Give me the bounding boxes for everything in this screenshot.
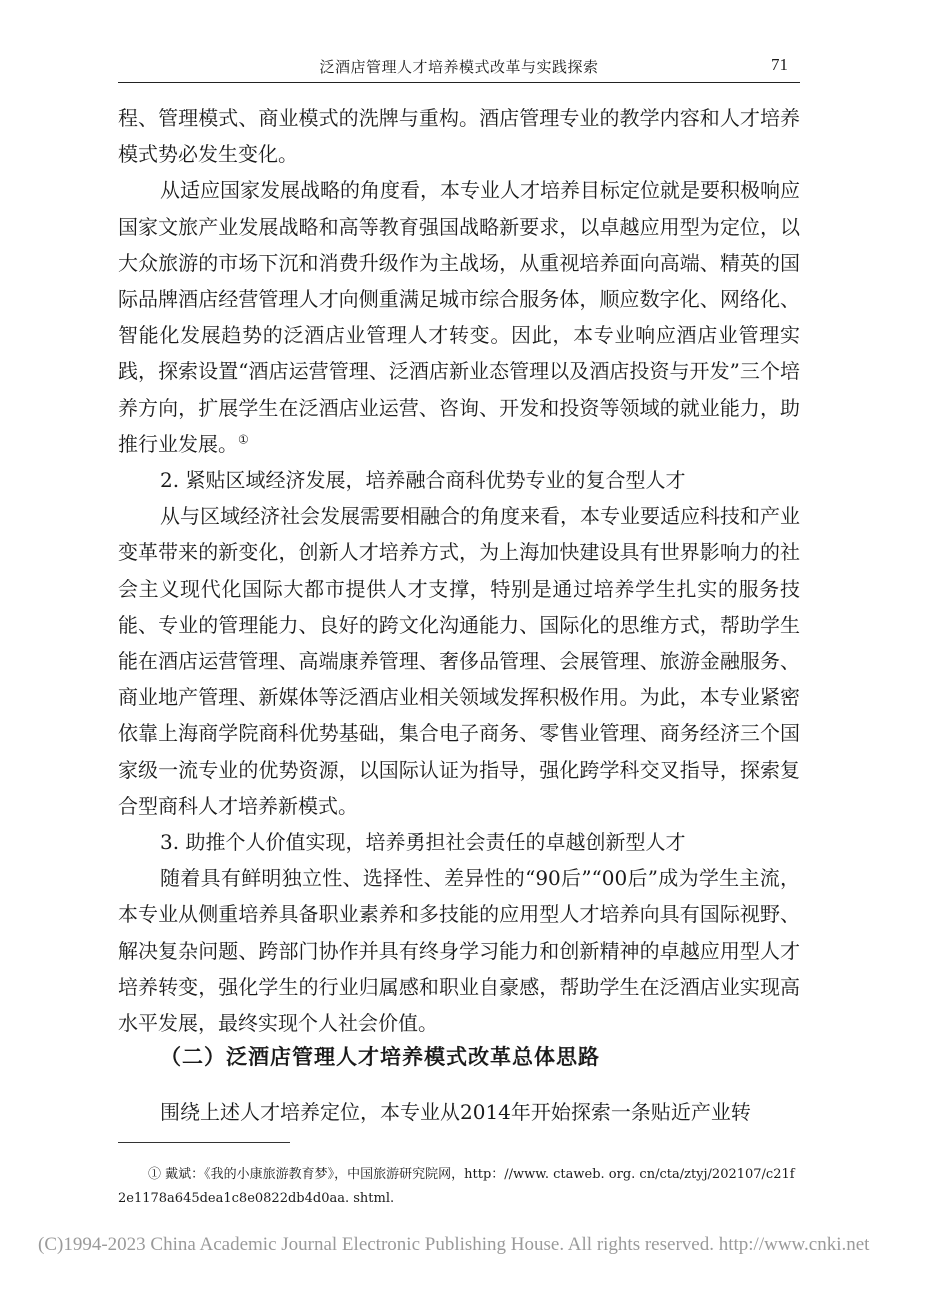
footnote-rule	[118, 1142, 290, 1143]
footnote: ① 戴斌：《我的小康旅游教育梦》，中国旅游研究院网，http：//www. ctaweb. org. cn/cta/ztyj/202107/c21f2e1178a645dea1c8e0822db4d0aa. shtml.	[118, 1167, 795, 1206]
main-text	[118, 100, 800, 1041]
paragraph-2-text: 从适应国家发展战略的角度看，本专业人才培养目标定位就是要积极响应国家文旅产业发展战略和高等教育强国战略新要求，以卓越应用型为定位，以大众旅游的市场下沉和消费升级作为主战场，从重视培养面向高端、精英的国际品牌酒店经营管理人才向侧重满足城市综合服务体，顺应数字化、网络化、智能化发展趋势的泛酒店业管理人才转变。因此，本专业响应酒店业管理实践，探索设置“酒店运营管理、泛酒店新业态管理以及酒店投资与开发”三个培养方向，扩展学生在泛酒店业运营、咨询、开发和投资等领域的就业能力，助推行业发展。	[118, 178, 800, 456]
copyright-watermark: (C)1994-2023 China Academic Journal Electronic Publishing House. All rights reserved. http://www.cnki.net	[38, 1234, 870, 1255]
subheading-2: 2. 紧贴区域经济发展，培养融合商科优势专业的复合型人才	[160, 468, 686, 493]
paragraph-5: 围绕上述人才培养定位，本专业从2014年开始探索一条贴近产业转	[160, 1100, 751, 1124]
continuation	[118, 1094, 800, 1130]
running-title: 泛酒店管理人才培养模式改革与实践探索	[319, 58, 599, 76]
paragraph-2	[118, 172, 800, 462]
subheading-3: 3. 助推个人价值实现，培养勇担社会责任的卓越创新型人才	[160, 830, 686, 855]
footnote-reference[interactable]: ①	[238, 432, 249, 447]
running-header	[118, 52, 800, 83]
paragraph-1: 程、管理模式、商业模式的洗牌与重构。酒店管理专业的教学内容和人才培养模式势必发生变化。	[118, 106, 800, 167]
paragraph-4: 随着具有鲜明独立性、选择性、差异性的“90后”“00后”成为学生主流，本专业从侧重培养具备职业素养和多技能的应用型人才培养向具有国际视野、解决复杂问题、跨部门协作并具有终身学习能力和创新精神的卓越应用型人才培养转变，强化学生的行业归属感和职业自豪感，帮助学生在泛酒店业实现高水平发展，最终实现个人社会价值。	[118, 866, 800, 1036]
section-heading: （二）泛酒店管理人才培养模式改革总体思路	[160, 1045, 600, 1069]
paragraph-3: 从与区域经济社会发展需要相融合的角度来看，本专业要适应科技和产业变革带来的新变化，创新人才培养方式，为上海加快建设具有世界影响力的社会主义现代化国际大都市提供人才支撑，特别是通过培养学生扎实的服务技能、专业的管理能力、良好的跨文化沟通能力、国际化的思维方式，帮助学生能在酒店运营管理、高端康养管理、奢侈品管理、会展管理、旅游金融服务、商业地产管理、新媒体等泛酒店业相关领域发挥积极作用。为此，本专业紧密依靠上海商学院商科优势基础，集合电子商务、零售业管理、商务经济三个国家级一流专业的优势资源，以国际认证为指导，强化跨学科交叉指导，探索复合型商科人才培养新模式。	[118, 504, 800, 818]
page-number: 71	[771, 55, 788, 74]
